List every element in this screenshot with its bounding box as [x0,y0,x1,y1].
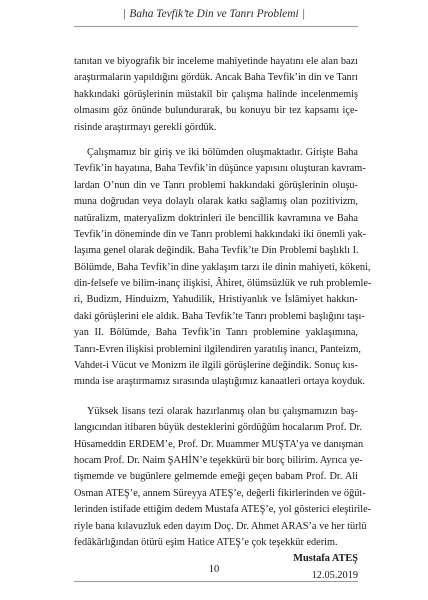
paragraph-3 [74,404,372,552]
header-right-bar: | [302,8,305,20]
text-line: natüralizm, materyalizm doktrinleri ile bencillik kavramına ve Baha [74,212,358,224]
text-line: Hüsameddin ERDEM’e, Prof. Dr. Muammer MUŞTA’ya ve danışman [74,438,364,450]
text-line: Tevfik’in döneminde din ve Tanrı problemi hakkındaki iki önemli yak- [74,228,367,240]
page-number: 10 [208,564,220,575]
text-line: lardan O’nun din ve Tanrı problemi hakkındaki görüşlerinin oluşu- [74,179,358,191]
text-line: Yüksek lisans tezi olarak hazırlanmış olan bu çalışmamızın baş- [87,405,358,417]
paragraph-gap [74,136,358,145]
text-line: laşıma genel olarak değindik. Baha Tevfik’te Din Problemi başlıklı I. [74,245,359,257]
text-line: langıcından itibaren büyük desteklerini gördüğüm hocalarım Prof. Dr. [74,422,362,434]
text-line: riyle bana kılavuzluk eden dayım Doç. Dr. Ahmet ARAS’a ve her türlü [74,520,367,532]
paragraph-1 [74,54,358,136]
text-line: hocam Prof. Dr. Naim ŞAHİN’e teşekkürü bir borç bilirim. Ayrıca ye- [74,454,363,466]
text-line: Vahdet-i Vücut ve Monizm ile ilgili görüşlerine değindik. Sonuç kıs- [74,360,358,372]
text-line: olmasını göz önünde bulundurarak, bu konuyu bir tez kapsamı içe- [74,105,358,117]
running-header-title: Baha Tevfik’te Din ve Tanrı Problemi [129,8,299,20]
text-line: Osman ATEŞ’e, annem Süreyya ATEŞ’e, değerli fikirlerinden ve öğüt- [74,487,366,499]
text-line: Bölümde, Baha Tevfik’in dine yaklaşım tarzı ile dinin mahiyeti, kökeni, [74,261,371,273]
text-line: Çalışmamız bir giriş ve iki bölümden oluşmaktadır. Girişte Baha [87,146,358,158]
body-text [74,54,372,584]
signature-name: Mustafa ATEŞ [293,553,358,565]
signature-date: 12.05.2019 [311,569,358,581]
header-left-bar: | [123,8,126,20]
text-line: tişmemde ve bugünlere gelmemde emeği geçen babam Prof. Dr. Ali [74,471,358,483]
text-line: tanıtan ve biyografik bir inceleme mahiyetinde hayatını ele alan bazı [74,56,358,67]
paragraph-gap [74,391,358,404]
text-line: ri, Budizm, Hinduizm, Yahudilik, Hristiyanlık ve İslâmiyet hakkın- [74,294,358,306]
text-line: araştırmaların yapıldığını gördük. Ancak Baha Tevfik’in din ve Tanrı [74,72,358,84]
text-line: daki görüşlerini ele aldık. Baha Tevfik’te Tanrı problemi başlığını taşı- [74,310,365,322]
text-line: din-felsefe ve bilim-inanç ilişkisi, Âhiret, ölümsüzlük ve ruh problemle- [74,278,372,290]
text-line: Tanrı-Evren ilişkisi problemini ilgilendiren yaratılış inancı, Panteizm, [74,343,361,355]
text-line: fedâkârlığından ötürü eşim Hatice ATEŞ’e çok teşekkür ederim. [74,536,338,548]
paragraph-2 [74,145,372,391]
footer-rule [74,581,358,582]
text-line: risinde araştırmayı gerekli gördük. [74,121,217,133]
text-line: yan II. Bölümde, Baha Tevfik’in Tanrı problemine yaklaşımına, [74,327,358,339]
text-line: muna doğrudan veya dolaylı olarak katkı sağlamış olan pozitivizm, [74,196,358,208]
text-line: mında ise araştırmamız sırasında ulaştığımız kanaatleri ortaya koyduk. [74,376,366,388]
running-header [0,8,428,20]
text-line: hakkındaki görüşlerinin müstakil bir çalışma halinde incelenmemiş [74,88,358,100]
text-line: Tevfik’in hayatına, Baha Tevfik’in düşünce yapısını oluşturan kavram- [74,163,366,175]
text-line: lerinden istifade ettiğim dedem Mustafa ATEŞ’e, yol gösterici eleştirile- [74,504,372,516]
header-rule [74,26,358,27]
